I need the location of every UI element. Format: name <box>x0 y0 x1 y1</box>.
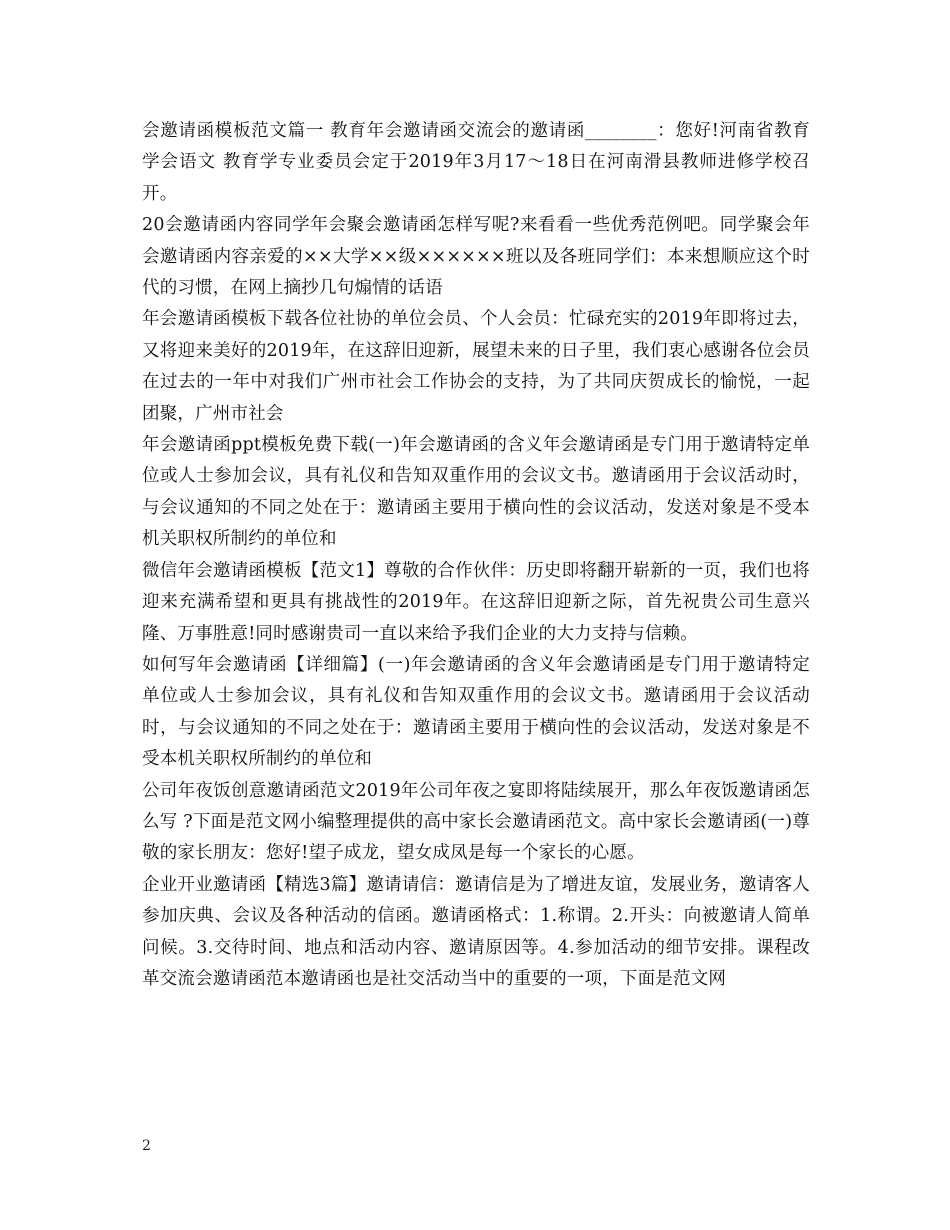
paragraph-1: 会邀请函模板范文篇一 教育年会邀请函交流会的邀请函________：您好!河南省教育学会语文 教育学专业委员会定于2019年3月17～18日在河南滑县教师进修学校召开。 <box>142 121 810 204</box>
paragraph-6: 如何写年会邀请函【详细篇】(一)年会邀请函的含义年会邀请函是专门用于邀请特定单位或人士参加会议，具有礼仪和告知双重作用的会议文书。邀请函用于会议活动时，与会议通知的不同之处在于：邀请函主要用于横向性的会议活动，发送对象是不受本机关职权所制约的单位和 <box>142 654 810 770</box>
paragraph-4: 年会邀请函ppt模板免费下载(一)年会邀请函的含义年会邀请函是专门用于邀请特定单位或人士参加会议，具有礼仪和告知双重作用的会议文书。邀请函用于会议活动时，与会议通知的不同之处在于：邀请函主要用于横向性的会议活动，发送对象是不受本机关职权所制约的单位和 <box>142 435 810 550</box>
paragraph-3: 年会邀请函模板下载各位社协的单位会员、个人会员：忙碌充实的2019年即将过去，又将迎来美好的2019年，在这辞旧迎新，展望未来的日子里，我们衷心感谢各位会员在过去的一年中对我们广州市社会工作协会的支持，为了共同庆贺成长的愉悦，一起团聚，广州市社会 <box>142 309 810 424</box>
paragraph-7: 公司年夜饭创意邀请函范文2019年公司年夜之宴即将陆续展开，那么年夜饭邀请函怎么写 ?下面是范文网小编整理提供的高中家长会邀请函范文。高中家长会邀请函(一)尊敬的家长朋友：您好!望子成龙，望女成凤是每一个家长的心愿。 <box>142 780 810 864</box>
document-body <box>142 116 810 995</box>
paragraph-2: 20会邀请函内容同学年会聚会邀请函怎样写呢?来看看一些优秀范例吧。同学聚会年会邀请函内容亲爱的××大学××级××××××班以及各班同学们：本来想顺应这个时代的习惯，在网上摘抄几句煽情的话语 <box>142 215 810 299</box>
paragraph-5: 微信年会邀请函模板【范文1】尊敬的合作伙伴：历史即将翻开崭新的一页，我们也将迎来充满希望和更具有挑战性的2019年。在这辞旧迎新之际，首先祝贵公司生意兴隆、万事胜意!同时感谢贵司一直以来给予我们企业的大力支持与信赖。 <box>142 560 810 644</box>
page-number: 2 <box>142 1138 151 1154</box>
paragraph-8: 企业开业邀请函【精选3篇】邀请请信：邀请信是为了增进友谊，发展业务，邀请客人参加庆典、会议及各种活动的信函。邀请函格式：1.称谓。2.开头：向被邀请人简单问候。3.交待时间、地点和活动内容、邀请原因等。4.参加活动的细节安排。课程改革交流会邀请函范本邀请函也是社交活动当中的重要的一项，下面是范文网 <box>142 874 810 989</box>
